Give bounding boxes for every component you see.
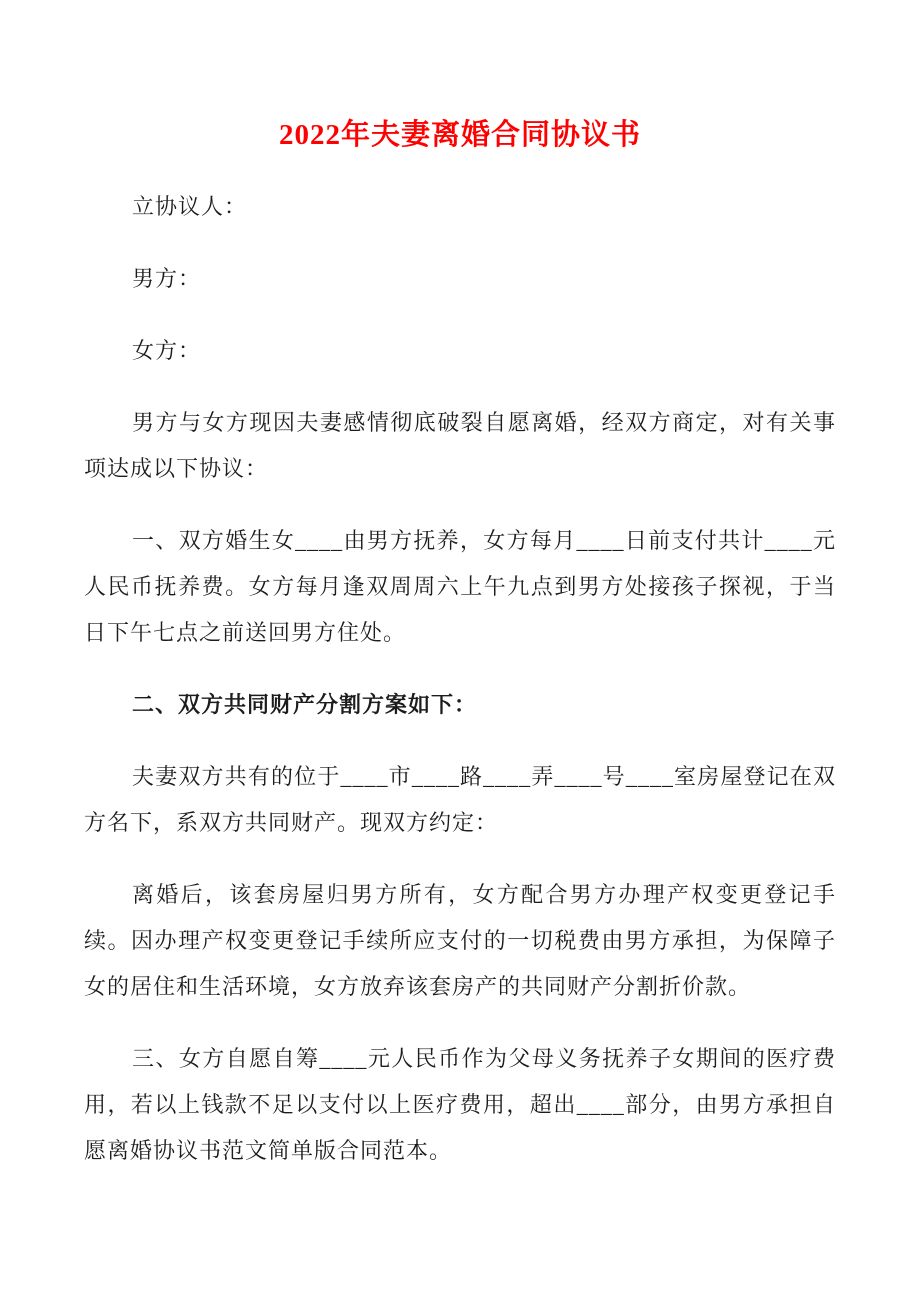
paragraph-clause-2-house: 夫妻双方共有的位于____市____路____弄____号____室房屋登记在双方名下，系双方共同财产。现双方约定： [84,764,836,835]
paragraph-clause-2-ownership: 离婚后，该套房屋归男方所有，女方配合男方办理产权变更登记手续。因办理产权变更登记手续所应支付的一切税费由男方承担，为保障子女的居住和生活环境，女方放弃该套房产的共同财产分割折价款。 [84,882,836,999]
paragraph-clause-1-custody: 一、双方婚生女____由男方抚养，女方每月____日前支付共计____元人民币抚养费。女方每月逢双周周六上午九点到男方处接孩子探视，于当日下午七点之前送回男方住处。 [84,528,836,645]
paragraph-preamble: 男方与女方现因夫妻感情彻底破裂自愿离婚，经双方商定，对有关事项达成以下协议： [84,410,836,481]
paragraph-clause-2-heading: 二、双方共同财产分割方案如下： [132,692,478,717]
paragraph-husband: 男方： [132,266,202,291]
paragraph-clause-3-medical: 三、女方自愿自筹____元人民币作为父母义务抚养子女期间的医疗费用，若以上钱款不足以支付以上医疗费用，超出____部分，由男方承担自愿离婚协议书范文简单版合同范本。 [84,1046,836,1163]
paragraph-wife: 女方： [132,338,202,363]
document-title: 2022年夫妻离婚合同协议书 [278,119,641,151]
paragraph-parties-intro: 立协议人： [132,194,248,219]
